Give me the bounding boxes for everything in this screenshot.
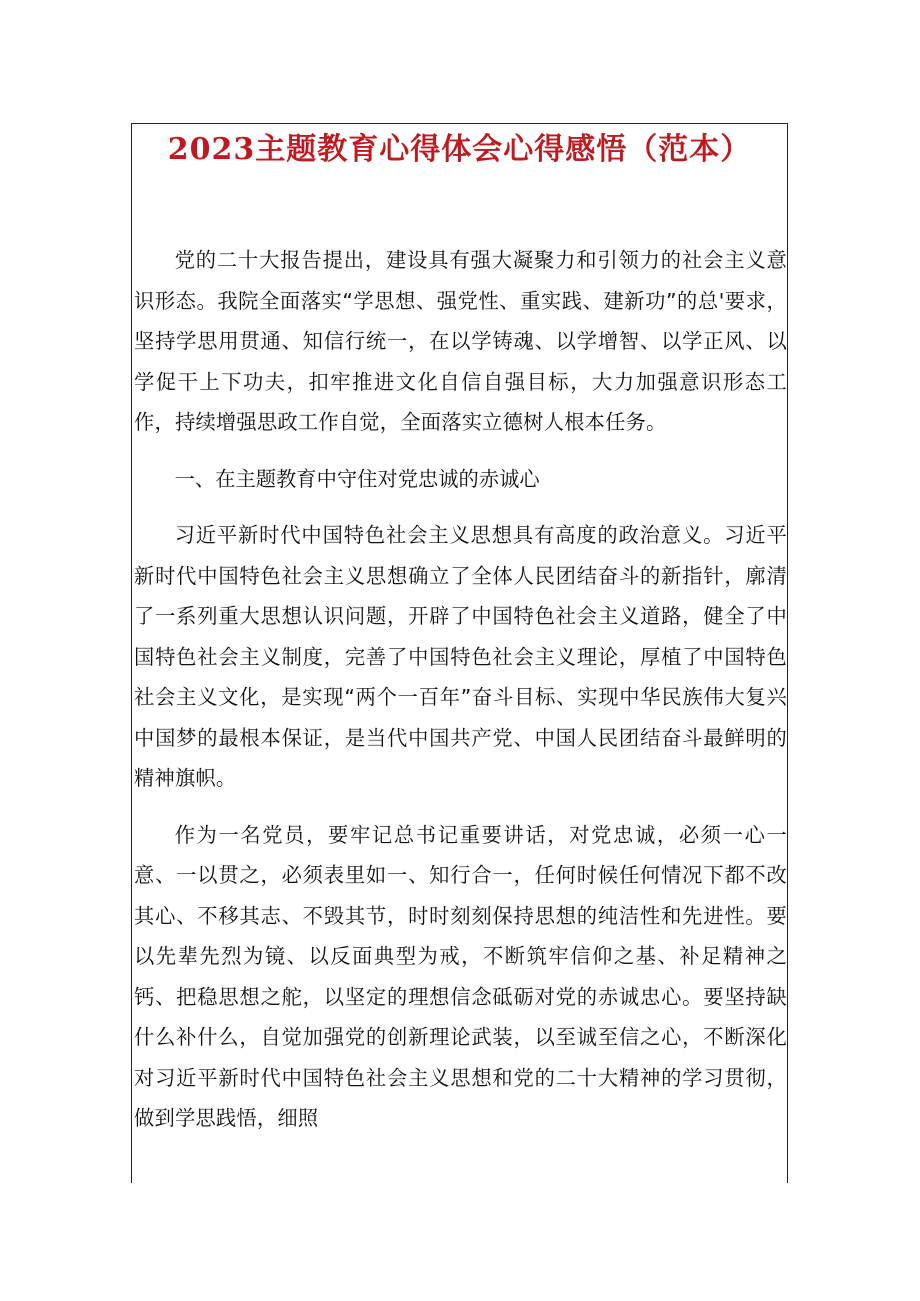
section-heading-1: 一、在主题教育中守住对党忠诚的赤诚心	[174, 466, 540, 491]
intro-paragraph: 党的二十大报告提出，建设具有强大凝聚力和引领力的社会主义意识形态。我院全面落实“学思想、强党性、重实践、建新功”的总'要求，坚持学思用贯通、知信行统一，在以学铸魂、以学增智、以学正风、以学促干上下功夫，扣牢推进文化自信自强目标，大力加强意识形态工作，持续增强思政工作自觉，全面落实立德树人根本任务。	[134, 248, 787, 434]
document-body	[132, 240, 788, 1155]
document-page	[131, 123, 788, 1183]
body-paragraph: 作为一名党员，要牢记总书记重要讲话，对党忠诚，必须一心一意、一以贯之，必须表里如一、知行合一，任何时候任何情况下都不改其心、不移其志、不毁其节，时时刻刻保持思想的纯洁性和先进性。要以先辈先烈为镜、以反面典型为戒，不断筑牢信仰之基、补足精神之钙、把稳思想之舵，以坚定的理想信念砥砺对党的赤诚忠心。要坚持缺什么补什么，自觉加强党的创新理论武装，以至诚至信之心，不断深化对习近平新时代中国特色社会主义思想和党的二十大精神的学习贯彻，做到学思践悟，细照	[134, 822, 787, 1130]
document-title: 2023主题教育心得体会心得感悟（范本）	[167, 132, 752, 167]
body-paragraph: 习近平新时代中国特色社会主义思想具有高度的政治意义。习近平新时代中国特色社会主义思想确立了全体人民团结奋斗的新指针，廓清了一系列重大思想认识问题，开辟了中国特色社会主义道路，健全了中国特色社会主义制度，完善了中国特色社会主义理论，厚植了中国特色社会主义文化，是实现“两个一百年”奋斗目标、实现中华民族伟大复兴中国梦的最根本保证，是当代中国共产党、中国人民团结奋斗最鲜明的精神旗帜。	[134, 523, 787, 790]
